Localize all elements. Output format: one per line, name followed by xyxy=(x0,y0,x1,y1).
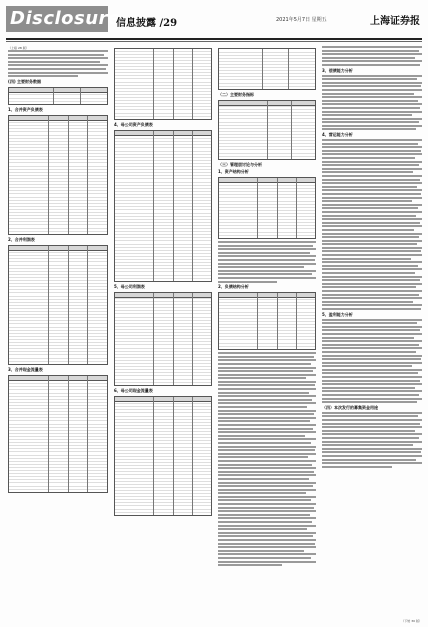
body-text-4a xyxy=(322,46,422,66)
parent-balance-sheet-table xyxy=(114,130,212,282)
header-rule xyxy=(6,38,422,40)
asset-structure-table xyxy=(218,177,316,239)
heading-key-indicators: （二）主要财务指标 xyxy=(218,92,254,97)
column-1 xyxy=(8,46,108,495)
cash-flow-table xyxy=(8,375,108,493)
summary-table xyxy=(8,87,108,105)
header-rule-thin xyxy=(6,41,422,42)
income-statement-table xyxy=(8,245,108,365)
balance-sheet-table xyxy=(8,115,108,235)
heading-md-and-a: （三）管理层讨论与分析 xyxy=(218,162,262,167)
heading-parent-cash-flow: 6、母公司现金流量表 xyxy=(114,388,153,393)
column-3 xyxy=(218,46,316,568)
heading-asset-structure: 1、资产结构分析 xyxy=(218,169,249,174)
continued-table-3 xyxy=(218,48,316,90)
heading-balance-sheet: 1、合并资产负债表 xyxy=(8,106,43,112)
body-text-4b xyxy=(322,75,422,131)
body-text-3a xyxy=(218,241,316,283)
body-text-3b xyxy=(218,352,316,566)
heading-fund-use: （四）本次发行的募集资金用途 xyxy=(322,404,378,410)
newspaper-masthead: 上海证券报 xyxy=(370,16,420,27)
body-text-4c xyxy=(322,139,422,310)
heading-liability-structure: 2、负债结构分析 xyxy=(218,284,249,290)
continued-note: （上接 28 版） xyxy=(8,46,29,50)
section-title: 信息披露 /29 xyxy=(116,18,178,29)
heading-financial-data: (四) 主要财务数据 xyxy=(8,78,42,84)
parent-income-table xyxy=(114,292,212,386)
heading-solvency: 3、偿债能力分析 xyxy=(322,67,353,73)
page-header xyxy=(0,0,428,38)
edition-date: 2021年5月7日 星期五 xyxy=(276,17,327,23)
parent-cash-flow-table xyxy=(114,396,212,516)
heading-cash-flow: 3、合并现金流量表 xyxy=(8,366,43,372)
heading-parent-income: 5、母公司利润表 xyxy=(114,284,145,289)
column-4 xyxy=(322,46,422,469)
column-2 xyxy=(114,46,212,518)
liability-structure-table xyxy=(218,292,316,350)
continued-table xyxy=(114,48,212,120)
disclosure-logo: Disclosure xyxy=(6,6,108,32)
body-text-4e xyxy=(322,412,422,468)
heading-parent-balance-sheet: 4、母公司资产负债表 xyxy=(114,122,153,127)
heading-operating-capacity: 4、营运能力分析 xyxy=(322,132,353,138)
continued-footer: （下转 30 版） xyxy=(401,619,422,623)
body-text-4d xyxy=(322,319,422,404)
heading-income-statement: 2、合并利润表 xyxy=(8,236,35,242)
key-indicators-table xyxy=(218,100,316,160)
heading-profitability: 5、盈利能力分析 xyxy=(322,311,353,317)
